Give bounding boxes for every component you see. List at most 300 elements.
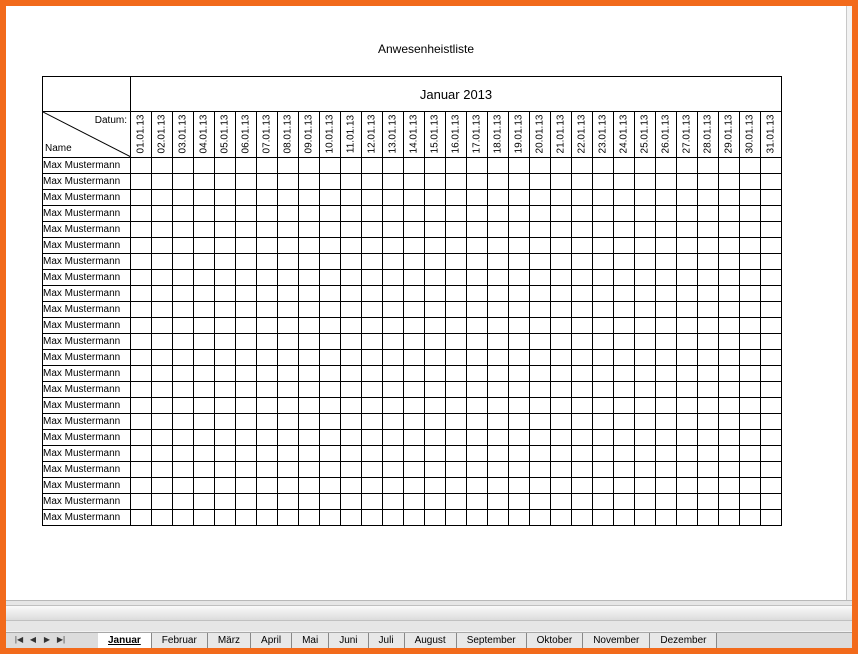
attendance-cell[interactable]: [425, 222, 446, 238]
attendance-cell[interactable]: [446, 206, 467, 222]
attendance-cell[interactable]: [719, 254, 740, 270]
attendance-cell[interactable]: [425, 350, 446, 366]
attendance-cell[interactable]: [740, 446, 761, 462]
attendance-cell[interactable]: [215, 350, 236, 366]
attendance-cell[interactable]: [341, 430, 362, 446]
attendance-cell[interactable]: [278, 158, 299, 174]
attendance-cell[interactable]: [320, 318, 341, 334]
attendance-cell[interactable]: [551, 174, 572, 190]
attendance-cell[interactable]: [341, 398, 362, 414]
attendance-cell[interactable]: [509, 302, 530, 318]
attendance-cell[interactable]: [635, 318, 656, 334]
attendance-cell[interactable]: [173, 462, 194, 478]
date-column-header[interactable]: [383, 112, 404, 158]
attendance-cell[interactable]: [677, 414, 698, 430]
attendance-cell[interactable]: [383, 430, 404, 446]
attendance-cell[interactable]: [488, 446, 509, 462]
attendance-cell[interactable]: [467, 222, 488, 238]
attendance-cell[interactable]: [131, 318, 152, 334]
attendance-cell[interactable]: [551, 462, 572, 478]
date-column-header[interactable]: [509, 112, 530, 158]
attendance-cell[interactable]: [152, 350, 173, 366]
attendance-cell[interactable]: [341, 318, 362, 334]
attendance-cell[interactable]: [656, 414, 677, 430]
attendance-cell[interactable]: [236, 494, 257, 510]
sheet-tab[interactable]: Oktober: [527, 633, 584, 648]
attendance-cell[interactable]: [719, 366, 740, 382]
attendance-cell[interactable]: [572, 286, 593, 302]
attendance-cell[interactable]: [530, 398, 551, 414]
attendance-cell[interactable]: [173, 318, 194, 334]
date-column-header[interactable]: [152, 112, 173, 158]
date-column-header[interactable]: [131, 112, 152, 158]
attendance-cell[interactable]: [614, 206, 635, 222]
attendance-cell[interactable]: [131, 174, 152, 190]
attendance-cell[interactable]: [257, 430, 278, 446]
attendance-cell[interactable]: [236, 478, 257, 494]
attendance-cell[interactable]: [593, 366, 614, 382]
attendance-cell[interactable]: [530, 270, 551, 286]
attendance-cell[interactable]: [635, 446, 656, 462]
employee-name-cell[interactable]: Max Mustermann: [43, 318, 131, 334]
attendance-cell[interactable]: [362, 174, 383, 190]
attendance-cell[interactable]: [341, 222, 362, 238]
attendance-cell[interactable]: [614, 510, 635, 526]
sheet-tab[interactable]: Mai: [292, 633, 329, 648]
attendance-cell[interactable]: [593, 478, 614, 494]
attendance-cell[interactable]: [404, 286, 425, 302]
attendance-cell[interactable]: [173, 238, 194, 254]
attendance-cell[interactable]: [677, 318, 698, 334]
attendance-cell[interactable]: [257, 270, 278, 286]
attendance-cell[interactable]: [341, 350, 362, 366]
attendance-cell[interactable]: [446, 286, 467, 302]
attendance-cell[interactable]: [362, 222, 383, 238]
attendance-cell[interactable]: [509, 238, 530, 254]
attendance-cell[interactable]: [635, 478, 656, 494]
attendance-cell[interactable]: [635, 494, 656, 510]
attendance-cell[interactable]: [467, 510, 488, 526]
attendance-cell[interactable]: [278, 174, 299, 190]
attendance-cell[interactable]: [677, 222, 698, 238]
attendance-cell[interactable]: [299, 366, 320, 382]
attendance-cell[interactable]: [194, 318, 215, 334]
attendance-cell[interactable]: [740, 286, 761, 302]
attendance-cell[interactable]: [257, 510, 278, 526]
attendance-cell[interactable]: [698, 318, 719, 334]
attendance-cell[interactable]: [614, 158, 635, 174]
date-column-header[interactable]: [467, 112, 488, 158]
attendance-cell[interactable]: [593, 398, 614, 414]
attendance-cell[interactable]: [173, 430, 194, 446]
attendance-cell[interactable]: [362, 462, 383, 478]
attendance-cell[interactable]: [383, 462, 404, 478]
attendance-cell[interactable]: [194, 382, 215, 398]
attendance-cell[interactable]: [698, 286, 719, 302]
attendance-cell[interactable]: [383, 286, 404, 302]
attendance-cell[interactable]: [719, 494, 740, 510]
attendance-cell[interactable]: [614, 494, 635, 510]
corner-cell[interactable]: [43, 77, 131, 112]
attendance-cell[interactable]: [383, 494, 404, 510]
attendance-cell[interactable]: [278, 510, 299, 526]
attendance-cell[interactable]: [593, 270, 614, 286]
employee-name-cell[interactable]: Max Mustermann: [43, 462, 131, 478]
employee-name-cell[interactable]: Max Mustermann: [43, 398, 131, 414]
attendance-cell[interactable]: [236, 350, 257, 366]
attendance-cell[interactable]: [362, 510, 383, 526]
attendance-cell[interactable]: [215, 430, 236, 446]
attendance-cell[interactable]: [257, 238, 278, 254]
attendance-cell[interactable]: [173, 286, 194, 302]
attendance-cell[interactable]: [131, 446, 152, 462]
date-name-header[interactable]: [43, 112, 131, 158]
attendance-cell[interactable]: [173, 302, 194, 318]
attendance-cell[interactable]: [404, 510, 425, 526]
attendance-cell[interactable]: [131, 190, 152, 206]
attendance-cell[interactable]: [509, 334, 530, 350]
attendance-cell[interactable]: [299, 174, 320, 190]
attendance-cell[interactable]: [614, 446, 635, 462]
date-column-header[interactable]: [236, 112, 257, 158]
attendance-cell[interactable]: [572, 414, 593, 430]
attendance-cell[interactable]: [677, 478, 698, 494]
attendance-cell[interactable]: [656, 318, 677, 334]
attendance-cell[interactable]: [320, 462, 341, 478]
attendance-cell[interactable]: [320, 222, 341, 238]
date-column-header[interactable]: [572, 112, 593, 158]
attendance-cell[interactable]: [593, 414, 614, 430]
attendance-cell[interactable]: [341, 334, 362, 350]
attendance-cell[interactable]: [530, 206, 551, 222]
attendance-cell[interactable]: [614, 334, 635, 350]
attendance-cell[interactable]: [236, 366, 257, 382]
employee-name-cell[interactable]: Max Mustermann: [43, 270, 131, 286]
attendance-cell[interactable]: [299, 398, 320, 414]
attendance-cell[interactable]: [740, 302, 761, 318]
attendance-cell[interactable]: [761, 286, 782, 302]
attendance-cell[interactable]: [425, 398, 446, 414]
attendance-cell[interactable]: [698, 414, 719, 430]
attendance-cell[interactable]: [572, 158, 593, 174]
attendance-cell[interactable]: [572, 222, 593, 238]
attendance-cell[interactable]: [572, 334, 593, 350]
attendance-cell[interactable]: [593, 302, 614, 318]
attendance-cell[interactable]: [257, 206, 278, 222]
attendance-cell[interactable]: [698, 238, 719, 254]
attendance-cell[interactable]: [698, 334, 719, 350]
attendance-cell[interactable]: [488, 430, 509, 446]
attendance-cell[interactable]: [572, 206, 593, 222]
attendance-cell[interactable]: [656, 478, 677, 494]
attendance-cell[interactable]: [173, 190, 194, 206]
attendance-cell[interactable]: [761, 302, 782, 318]
attendance-cell[interactable]: [299, 254, 320, 270]
attendance-cell[interactable]: [593, 430, 614, 446]
employee-name-cell[interactable]: Max Mustermann: [43, 494, 131, 510]
attendance-cell[interactable]: [299, 494, 320, 510]
attendance-cell[interactable]: [677, 494, 698, 510]
attendance-cell[interactable]: [341, 382, 362, 398]
attendance-cell[interactable]: [446, 334, 467, 350]
attendance-cell[interactable]: [740, 430, 761, 446]
attendance-cell[interactable]: [320, 286, 341, 302]
attendance-cell[interactable]: [425, 510, 446, 526]
attendance-cell[interactable]: [530, 174, 551, 190]
attendance-cell[interactable]: [467, 430, 488, 446]
attendance-cell[interactable]: [740, 174, 761, 190]
attendance-cell[interactable]: [194, 254, 215, 270]
attendance-cell[interactable]: [719, 478, 740, 494]
attendance-cell[interactable]: [698, 462, 719, 478]
attendance-cell[interactable]: [509, 462, 530, 478]
attendance-cell[interactable]: [530, 302, 551, 318]
first-sheet-icon[interactable]: |◀: [14, 635, 24, 644]
attendance-cell[interactable]: [614, 478, 635, 494]
attendance-cell[interactable]: [362, 302, 383, 318]
attendance-cell[interactable]: [194, 430, 215, 446]
attendance-cell[interactable]: [614, 174, 635, 190]
attendance-cell[interactable]: [740, 270, 761, 286]
attendance-cell[interactable]: [362, 366, 383, 382]
employee-name-cell[interactable]: Max Mustermann: [43, 222, 131, 238]
attendance-cell[interactable]: [236, 382, 257, 398]
attendance-cell[interactable]: [320, 206, 341, 222]
attendance-cell[interactable]: [215, 302, 236, 318]
attendance-cell[interactable]: [299, 510, 320, 526]
attendance-cell[interactable]: [551, 222, 572, 238]
attendance-cell[interactable]: [719, 190, 740, 206]
attendance-cell[interactable]: [362, 382, 383, 398]
attendance-cell[interactable]: [740, 462, 761, 478]
attendance-cell[interactable]: [320, 446, 341, 462]
attendance-cell[interactable]: [446, 446, 467, 462]
attendance-cell[interactable]: [593, 254, 614, 270]
attendance-cell[interactable]: [719, 318, 740, 334]
date-column-header[interactable]: [446, 112, 467, 158]
attendance-cell[interactable]: [236, 190, 257, 206]
attendance-cell[interactable]: [677, 302, 698, 318]
attendance-cell[interactable]: [614, 398, 635, 414]
attendance-cell[interactable]: [152, 494, 173, 510]
attendance-cell[interactable]: [383, 174, 404, 190]
attendance-cell[interactable]: [761, 446, 782, 462]
attendance-cell[interactable]: [131, 414, 152, 430]
attendance-cell[interactable]: [677, 206, 698, 222]
attendance-cell[interactable]: [530, 478, 551, 494]
attendance-cell[interactable]: [488, 190, 509, 206]
attendance-cell[interactable]: [173, 158, 194, 174]
attendance-cell[interactable]: [467, 286, 488, 302]
attendance-cell[interactable]: [320, 174, 341, 190]
attendance-cell[interactable]: [257, 174, 278, 190]
attendance-cell[interactable]: [677, 254, 698, 270]
attendance-cell[interactable]: [362, 478, 383, 494]
attendance-cell[interactable]: [320, 414, 341, 430]
attendance-cell[interactable]: [446, 366, 467, 382]
attendance-cell[interactable]: [719, 510, 740, 526]
attendance-cell[interactable]: [404, 254, 425, 270]
attendance-cell[interactable]: [320, 190, 341, 206]
attendance-cell[interactable]: [446, 510, 467, 526]
attendance-cell[interactable]: [236, 430, 257, 446]
attendance-cell[interactable]: [530, 494, 551, 510]
employee-name-cell[interactable]: Max Mustermann: [43, 334, 131, 350]
attendance-cell[interactable]: [173, 382, 194, 398]
attendance-cell[interactable]: [635, 270, 656, 286]
attendance-cell[interactable]: [572, 238, 593, 254]
attendance-cell[interactable]: [698, 478, 719, 494]
attendance-cell[interactable]: [320, 334, 341, 350]
attendance-cell[interactable]: [131, 478, 152, 494]
attendance-cell[interactable]: [509, 446, 530, 462]
attendance-cell[interactable]: [404, 398, 425, 414]
attendance-cell[interactable]: [425, 190, 446, 206]
attendance-cell[interactable]: [656, 398, 677, 414]
attendance-cell[interactable]: [215, 206, 236, 222]
attendance-cell[interactable]: [698, 350, 719, 366]
attendance-cell[interactable]: [425, 302, 446, 318]
attendance-cell[interactable]: [383, 302, 404, 318]
attendance-cell[interactable]: [362, 206, 383, 222]
attendance-cell[interactable]: [740, 206, 761, 222]
attendance-cell[interactable]: [635, 190, 656, 206]
attendance-cell[interactable]: [656, 158, 677, 174]
attendance-cell[interactable]: [362, 238, 383, 254]
attendance-cell[interactable]: [635, 174, 656, 190]
attendance-cell[interactable]: [152, 286, 173, 302]
month-header[interactable]: Januar 2013: [131, 77, 782, 112]
attendance-cell[interactable]: [677, 446, 698, 462]
sheet-tab[interactable]: April: [251, 633, 292, 648]
attendance-cell[interactable]: [740, 494, 761, 510]
attendance-cell[interactable]: [656, 430, 677, 446]
attendance-cell[interactable]: [656, 462, 677, 478]
employee-name-cell[interactable]: Max Mustermann: [43, 414, 131, 430]
attendance-cell[interactable]: [614, 366, 635, 382]
attendance-cell[interactable]: [320, 270, 341, 286]
horizontal-scrollbar[interactable]: [6, 600, 852, 631]
attendance-cell[interactable]: [446, 382, 467, 398]
date-column-header[interactable]: [698, 112, 719, 158]
attendance-cell[interactable]: [551, 318, 572, 334]
attendance-cell[interactable]: [551, 286, 572, 302]
attendance-cell[interactable]: [404, 382, 425, 398]
attendance-cell[interactable]: [761, 158, 782, 174]
attendance-cell[interactable]: [215, 238, 236, 254]
attendance-cell[interactable]: [761, 414, 782, 430]
attendance-cell[interactable]: [572, 254, 593, 270]
attendance-cell[interactable]: [404, 414, 425, 430]
attendance-cell[interactable]: [656, 190, 677, 206]
attendance-cell[interactable]: [509, 366, 530, 382]
attendance-cell[interactable]: [152, 510, 173, 526]
attendance-cell[interactable]: [467, 334, 488, 350]
attendance-cell[interactable]: [299, 382, 320, 398]
attendance-cell[interactable]: [530, 286, 551, 302]
attendance-cell[interactable]: [278, 446, 299, 462]
attendance-cell[interactable]: [488, 158, 509, 174]
attendance-cell[interactable]: [152, 206, 173, 222]
attendance-cell[interactable]: [551, 190, 572, 206]
attendance-cell[interactable]: [614, 302, 635, 318]
attendance-cell[interactable]: [530, 254, 551, 270]
attendance-cell[interactable]: [383, 222, 404, 238]
attendance-cell[interactable]: [278, 478, 299, 494]
attendance-cell[interactable]: [215, 382, 236, 398]
attendance-cell[interactable]: [719, 462, 740, 478]
attendance-cell[interactable]: [425, 478, 446, 494]
attendance-cell[interactable]: [383, 206, 404, 222]
attendance-cell[interactable]: [740, 190, 761, 206]
attendance-cell[interactable]: [656, 446, 677, 462]
attendance-cell[interactable]: [509, 206, 530, 222]
attendance-cell[interactable]: [446, 190, 467, 206]
attendance-cell[interactable]: [257, 302, 278, 318]
attendance-cell[interactable]: [425, 430, 446, 446]
attendance-cell[interactable]: [404, 334, 425, 350]
attendance-cell[interactable]: [509, 494, 530, 510]
attendance-cell[interactable]: [467, 254, 488, 270]
attendance-cell[interactable]: [383, 510, 404, 526]
attendance-cell[interactable]: [215, 478, 236, 494]
attendance-cell[interactable]: [362, 254, 383, 270]
attendance-cell[interactable]: [383, 398, 404, 414]
attendance-cell[interactable]: [593, 382, 614, 398]
sheet-tab[interactable]: September: [457, 633, 527, 648]
attendance-cell[interactable]: [488, 302, 509, 318]
attendance-cell[interactable]: [194, 302, 215, 318]
attendance-cell[interactable]: [278, 302, 299, 318]
date-column-header[interactable]: [488, 112, 509, 158]
attendance-cell[interactable]: [740, 366, 761, 382]
attendance-cell[interactable]: [425, 238, 446, 254]
attendance-cell[interactable]: [215, 222, 236, 238]
attendance-cell[interactable]: [761, 494, 782, 510]
attendance-cell[interactable]: [299, 446, 320, 462]
attendance-cell[interactable]: [320, 510, 341, 526]
attendance-cell[interactable]: [593, 222, 614, 238]
attendance-cell[interactable]: [572, 398, 593, 414]
attendance-cell[interactable]: [698, 366, 719, 382]
attendance-cell[interactable]: [236, 462, 257, 478]
attendance-cell[interactable]: [236, 302, 257, 318]
date-column-header[interactable]: [551, 112, 572, 158]
attendance-cell[interactable]: [341, 270, 362, 286]
attendance-cell[interactable]: [257, 254, 278, 270]
attendance-cell[interactable]: [719, 302, 740, 318]
attendance-cell[interactable]: [446, 318, 467, 334]
attendance-cell[interactable]: [362, 414, 383, 430]
attendance-cell[interactable]: [404, 302, 425, 318]
attendance-cell[interactable]: [173, 174, 194, 190]
attendance-cell[interactable]: [194, 398, 215, 414]
date-column-header[interactable]: [635, 112, 656, 158]
attendance-cell[interactable]: [467, 174, 488, 190]
attendance-cell[interactable]: [215, 318, 236, 334]
attendance-cell[interactable]: [677, 462, 698, 478]
attendance-cell[interactable]: [530, 238, 551, 254]
attendance-cell[interactable]: [152, 190, 173, 206]
attendance-cell[interactable]: [698, 398, 719, 414]
attendance-cell[interactable]: [719, 158, 740, 174]
attendance-cell[interactable]: [236, 398, 257, 414]
attendance-cell[interactable]: [383, 334, 404, 350]
attendance-cell[interactable]: [131, 366, 152, 382]
attendance-cell[interactable]: [194, 494, 215, 510]
attendance-cell[interactable]: [173, 446, 194, 462]
attendance-cell[interactable]: [131, 238, 152, 254]
